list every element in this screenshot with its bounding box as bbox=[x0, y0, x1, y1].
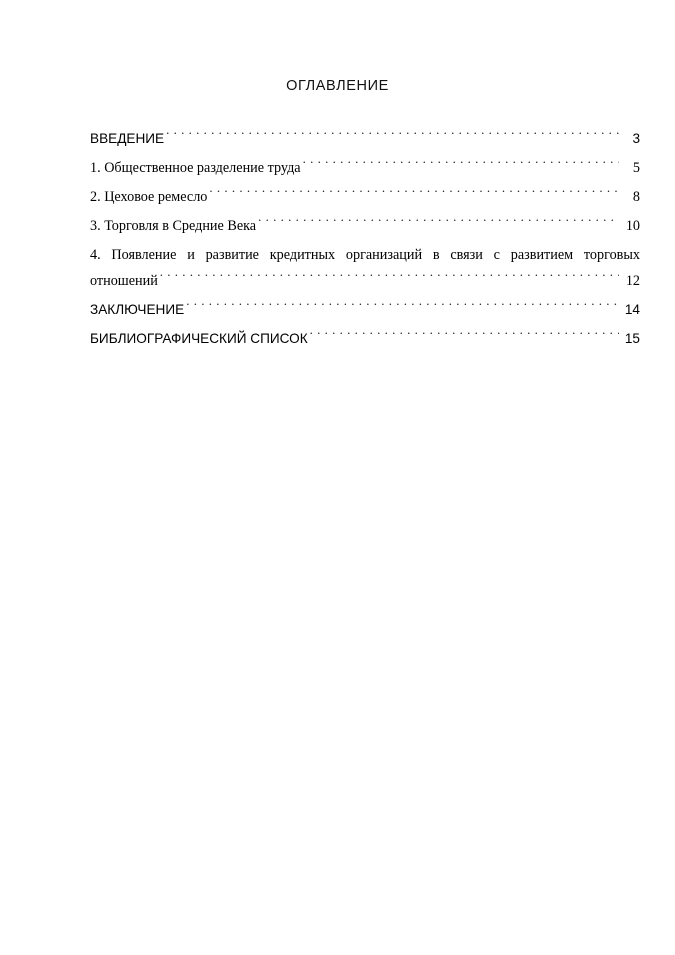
toc-entry-page: 8 bbox=[632, 189, 640, 205]
toc-entry-label: ВВЕДЕНИЕ bbox=[90, 131, 165, 146]
toc-entry-section-3[interactable] bbox=[90, 213, 640, 239]
toc-entry-page: 5 bbox=[632, 160, 640, 176]
toc-entry-page: 12 bbox=[625, 273, 640, 289]
toc-entry-label: ЗАКЛЮЧЕНИЕ bbox=[90, 302, 185, 317]
toc-leader-dots bbox=[310, 329, 619, 343]
toc-leader-dots bbox=[303, 158, 619, 172]
toc-entry-page: 15 bbox=[624, 331, 640, 346]
page-title: ОГЛАВЛЕНИЕ bbox=[286, 78, 389, 94]
toc-entry-label: 3. Торговля в Средние Века bbox=[90, 218, 257, 234]
toc-entry-label: БИБЛИОГРАФИЧЕСКИЙ СПИСОК bbox=[90, 331, 308, 346]
toc-leader-dots bbox=[209, 187, 619, 201]
toc-leader-dots bbox=[186, 300, 619, 314]
toc-entry-label-line2: отношений bbox=[90, 273, 158, 289]
toc-entry-label: 2. Цеховое ремесло bbox=[90, 189, 208, 205]
toc-entry-label-line1: 4. Появление и развитие кредитных организаций в связи с развитием торговых bbox=[90, 247, 640, 263]
toc-leader-dots bbox=[160, 271, 619, 285]
table-of-contents bbox=[90, 126, 640, 355]
toc-entry-page: 14 bbox=[624, 302, 640, 317]
toc-leader-dots bbox=[258, 216, 619, 230]
toc-entry-page: 3 bbox=[632, 131, 640, 146]
toc-leader-dots bbox=[166, 129, 619, 143]
toc-entry-section-4[interactable] bbox=[90, 242, 640, 294]
toc-entry-conclusion[interactable] bbox=[90, 297, 640, 323]
toc-entry-bibliography[interactable] bbox=[90, 326, 640, 352]
toc-entry-section-2[interactable] bbox=[90, 184, 640, 210]
toc-entry-introduction[interactable] bbox=[90, 126, 640, 152]
toc-entry-section-1[interactable] bbox=[90, 155, 640, 181]
toc-entry-label: 1. Общественное разделение труда bbox=[90, 160, 301, 176]
toc-entry-page: 10 bbox=[625, 218, 640, 234]
